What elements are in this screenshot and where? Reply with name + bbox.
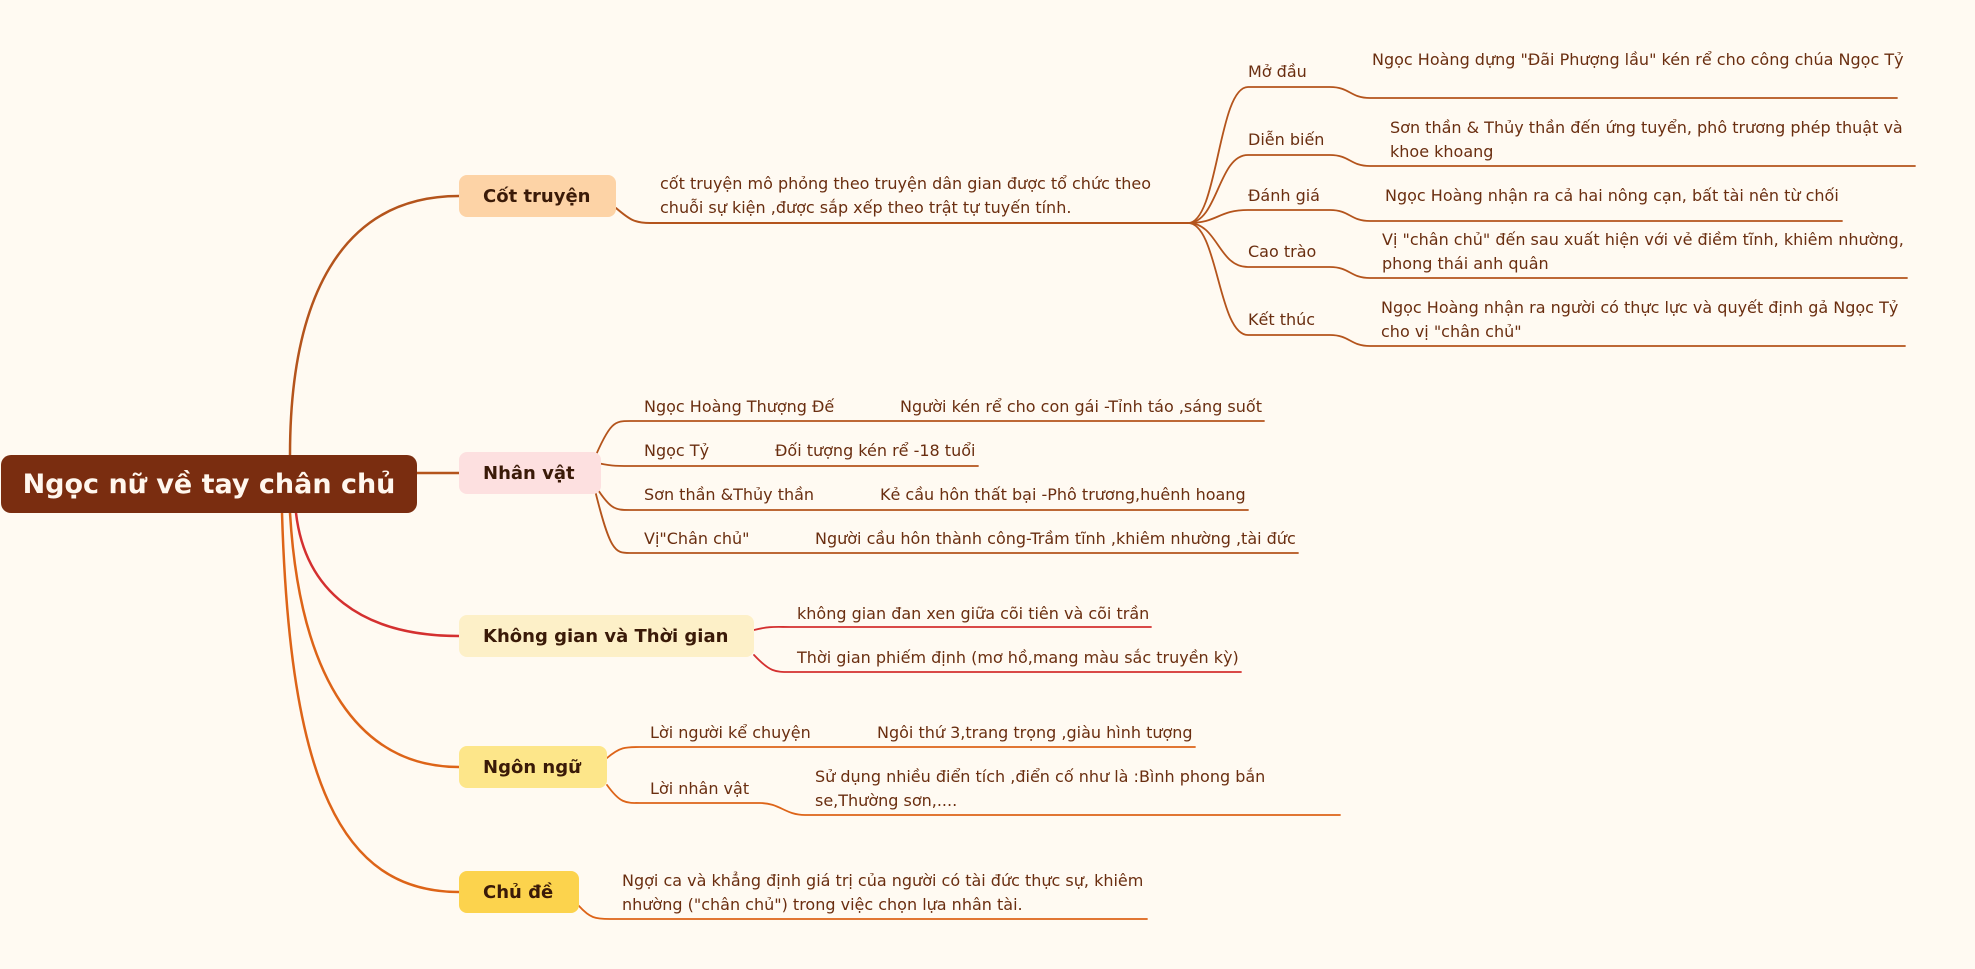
nhan-vat-desc-2: Đối tượng kén rể -18 tuổi xyxy=(775,441,976,460)
nhan-vat-desc-4: Người cầu hôn thành công-Trầm tĩnh ,khiêm nhường ,tài đức xyxy=(815,529,1296,548)
stage-mo-dau-detail: Ngọc Hoàng dựng "Đãi Phượng lầu" kén rể cho công chúa Ngọc Tỷ xyxy=(1372,50,1904,69)
root-topic[interactable]: Ngọc nữ về tay chân chủ xyxy=(1,455,417,513)
link-root-chu-de xyxy=(282,513,459,892)
khong-gian-item-1: không gian đan xen giữa cõi tiên và cõi trần xyxy=(797,604,1150,623)
stage-ket-thuc-detail: Ngọc Hoàng nhận ra người có thực lực và quyết định gả Ngọc Tỷ cho vị "chân chủ" xyxy=(1381,298,1899,341)
cot-truyen-summary: cốt truyện mô phỏng theo truyện dân gian được tổ chức theo chuỗi sự kiện ,được sắp xếp theo trật tự tuyến tính. xyxy=(660,174,1152,217)
stage-cao-trao[interactable]: Cao trào xyxy=(1248,242,1317,261)
ngon-ngu-desc-1: Ngôi thứ 3,trang trọng ,giàu hình tượng xyxy=(877,723,1193,742)
stage-danh-gia-detail: Ngọc Hoàng nhận ra cả hai nông cạn, bất tài nên từ chối xyxy=(1385,186,1839,205)
link-khong-gian-1 xyxy=(754,627,1151,630)
nhan-vat-desc-1: Người kén rể cho con gái -Tỉnh táo ,sáng suốt xyxy=(900,397,1262,416)
branch-khong-gian-thoi-gian[interactable]: Không gian và Thời gian xyxy=(459,615,754,657)
branch-cot-truyen[interactable]: Cốt truyện xyxy=(459,175,616,217)
link-ngon-ngu-1 xyxy=(607,747,1195,758)
nhan-vat-name-4[interactable]: Vị"Chân chủ" xyxy=(644,529,750,548)
stage-dien-bien-detail: Sơn thần & Thủy thần đến ứng tuyển, phô trương phép thuật và khoe khoang xyxy=(1390,118,1903,161)
ngon-ngu-name-1[interactable]: Lời người kể chuyện xyxy=(650,723,811,742)
stage-danh-gia[interactable]: Đánh giá xyxy=(1248,186,1320,205)
nhan-vat-desc-3: Kẻ cầu hôn thất bại -Phô trương,huênh hoang xyxy=(880,485,1246,504)
stage-mo-dau[interactable]: Mở đầu xyxy=(1248,62,1307,81)
ngon-ngu-name-2[interactable]: Lời nhân vật xyxy=(650,779,750,798)
link-stage-3 xyxy=(1188,210,1842,223)
link-root-ngon-ngu xyxy=(290,513,459,767)
nhan-vat-name-3[interactable]: Sơn thần &Thủy thần xyxy=(644,485,815,504)
link-root-cot-truyen xyxy=(290,196,459,455)
nhan-vat-name-2[interactable]: Ngọc Tỷ xyxy=(644,441,710,460)
stage-ket-thuc[interactable]: Kết thúc xyxy=(1248,310,1316,329)
nhan-vat-name-1[interactable]: Ngọc Hoàng Thượng Đế xyxy=(644,397,835,416)
ngon-ngu-desc-2: Sử dụng nhiều điển tích ,điển cố như là :Bình phong bắn se,Thường sơn,.... xyxy=(815,767,1266,810)
branch-ngon-ngu[interactable]: Ngôn ngữ xyxy=(459,746,607,788)
branch-nhan-vat[interactable]: Nhân vật xyxy=(459,452,601,494)
thoi-gian-item-2: Thời gian phiếm định (mơ hồ,mang màu sắc truyền kỳ) xyxy=(797,648,1239,667)
stage-cao-trao-detail: Vị "chân chủ" đến sau xuất hiện với vẻ điềm tĩnh, khiêm nhường, phong thái anh quân xyxy=(1382,230,1904,273)
link-root-khong-gian xyxy=(296,513,459,636)
chu-de-detail: Ngợi ca và khẳng định giá trị của người có tài đức thực sự, khiêm nhường ("chân chủ") trong việc chọn lựa nhân tài. xyxy=(622,871,1144,914)
stage-dien-bien[interactable]: Diễn biến xyxy=(1248,130,1325,149)
branch-chu-de[interactable]: Chủ đề xyxy=(459,871,579,913)
